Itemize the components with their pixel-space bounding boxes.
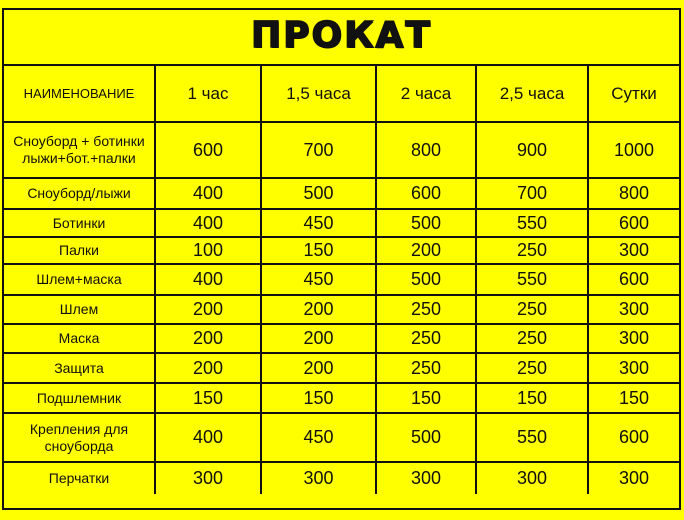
price-table <box>4 66 679 494</box>
price-cell: 250 <box>476 295 588 324</box>
price-cell: 800 <box>588 178 679 209</box>
header-name: НАИМЕНОВАНИЕ <box>4 66 155 122</box>
row-name: Шлем <box>4 295 155 324</box>
row-name: Защита <box>4 353 155 383</box>
row-name-line: Сноуборд + ботинки <box>13 133 145 149</box>
price-cell: 450 <box>261 209 376 237</box>
table-row <box>4 209 679 237</box>
table-row <box>4 237 679 264</box>
table-row <box>4 462 679 494</box>
price-cell: 300 <box>155 462 261 494</box>
title-row <box>4 10 679 66</box>
header-col-1-5h: 1,5 часа <box>261 66 376 122</box>
price-cell: 150 <box>261 383 376 413</box>
price-list-sheet <box>2 8 681 510</box>
price-cell: 150 <box>155 383 261 413</box>
row-name: Шлем+маска <box>4 264 155 295</box>
price-cell: 300 <box>588 237 679 264</box>
header-col-1h: 1 час <box>155 66 261 122</box>
header-col-2-5h: 2,5 часа <box>476 66 588 122</box>
price-cell: 500 <box>376 264 476 295</box>
price-cell: 500 <box>261 178 376 209</box>
table-row <box>4 353 679 383</box>
row-name-line: сноуборда <box>44 437 114 454</box>
row-name: Сноуборд/лыжи <box>4 178 155 209</box>
price-cell: 300 <box>261 462 376 494</box>
price-cell: 500 <box>376 413 476 462</box>
price-cell: 300 <box>588 462 679 494</box>
price-cell: 150 <box>476 383 588 413</box>
price-cell: 150 <box>261 237 376 264</box>
price-cell: 250 <box>476 353 588 383</box>
price-cell: 300 <box>588 295 679 324</box>
price-cell: 200 <box>261 353 376 383</box>
row-name: Перчатки <box>4 462 155 494</box>
table-row <box>4 264 679 295</box>
table-row <box>4 178 679 209</box>
price-cell: 200 <box>155 353 261 383</box>
header-col-day: Сутки <box>588 66 679 122</box>
price-cell: 600 <box>588 264 679 295</box>
header-col-2h: 2 часа <box>376 66 476 122</box>
price-cell: 300 <box>588 353 679 383</box>
price-cell: 450 <box>261 413 376 462</box>
price-cell: 250 <box>376 324 476 353</box>
price-cell: 200 <box>376 237 476 264</box>
price-cell: 150 <box>376 383 476 413</box>
price-cell: 400 <box>155 264 261 295</box>
header-row <box>4 66 679 122</box>
price-cell: 500 <box>376 209 476 237</box>
price-cell: 250 <box>376 353 476 383</box>
price-cell: 300 <box>476 462 588 494</box>
price-cell: 800 <box>376 122 476 178</box>
price-cell: 550 <box>476 209 588 237</box>
price-cell: 300 <box>376 462 476 494</box>
table-row <box>4 413 679 462</box>
price-cell: 200 <box>261 324 376 353</box>
page-title: ПРОКАТ <box>251 14 432 56</box>
price-cell: 100 <box>155 237 261 264</box>
price-cell: 900 <box>476 122 588 178</box>
price-cell: 400 <box>155 209 261 237</box>
price-cell: 450 <box>261 264 376 295</box>
price-cell: 600 <box>588 413 679 462</box>
price-cell: 200 <box>261 295 376 324</box>
row-name-line: Крепления для <box>29 420 129 437</box>
price-cell: 300 <box>588 324 679 353</box>
price-cell: 200 <box>155 324 261 353</box>
table-row <box>4 122 679 178</box>
row-name <box>4 413 155 462</box>
table-row <box>4 383 679 413</box>
row-name: Ботинки <box>4 209 155 237</box>
price-cell: 150 <box>588 383 679 413</box>
price-cell: 400 <box>155 413 261 462</box>
price-cell: 600 <box>376 178 476 209</box>
price-cell: 700 <box>476 178 588 209</box>
price-cell: 700 <box>261 122 376 178</box>
price-cell: 550 <box>476 264 588 295</box>
row-name: Подшлемник <box>4 383 155 413</box>
price-cell: 250 <box>476 237 588 264</box>
table-row <box>4 295 679 324</box>
price-cell: 600 <box>588 209 679 237</box>
table-row <box>4 324 679 353</box>
row-name: Палки <box>4 237 155 264</box>
row-name-line: лыжи+бот.+палки <box>22 150 136 166</box>
price-cell: 400 <box>155 178 261 209</box>
row-name: Маска <box>4 324 155 353</box>
price-cell: 1000 <box>588 122 679 178</box>
row-name <box>4 122 155 178</box>
price-cell: 250 <box>476 324 588 353</box>
price-cell: 200 <box>155 295 261 324</box>
price-cell: 550 <box>476 413 588 462</box>
price-cell: 600 <box>155 122 261 178</box>
price-cell: 250 <box>376 295 476 324</box>
